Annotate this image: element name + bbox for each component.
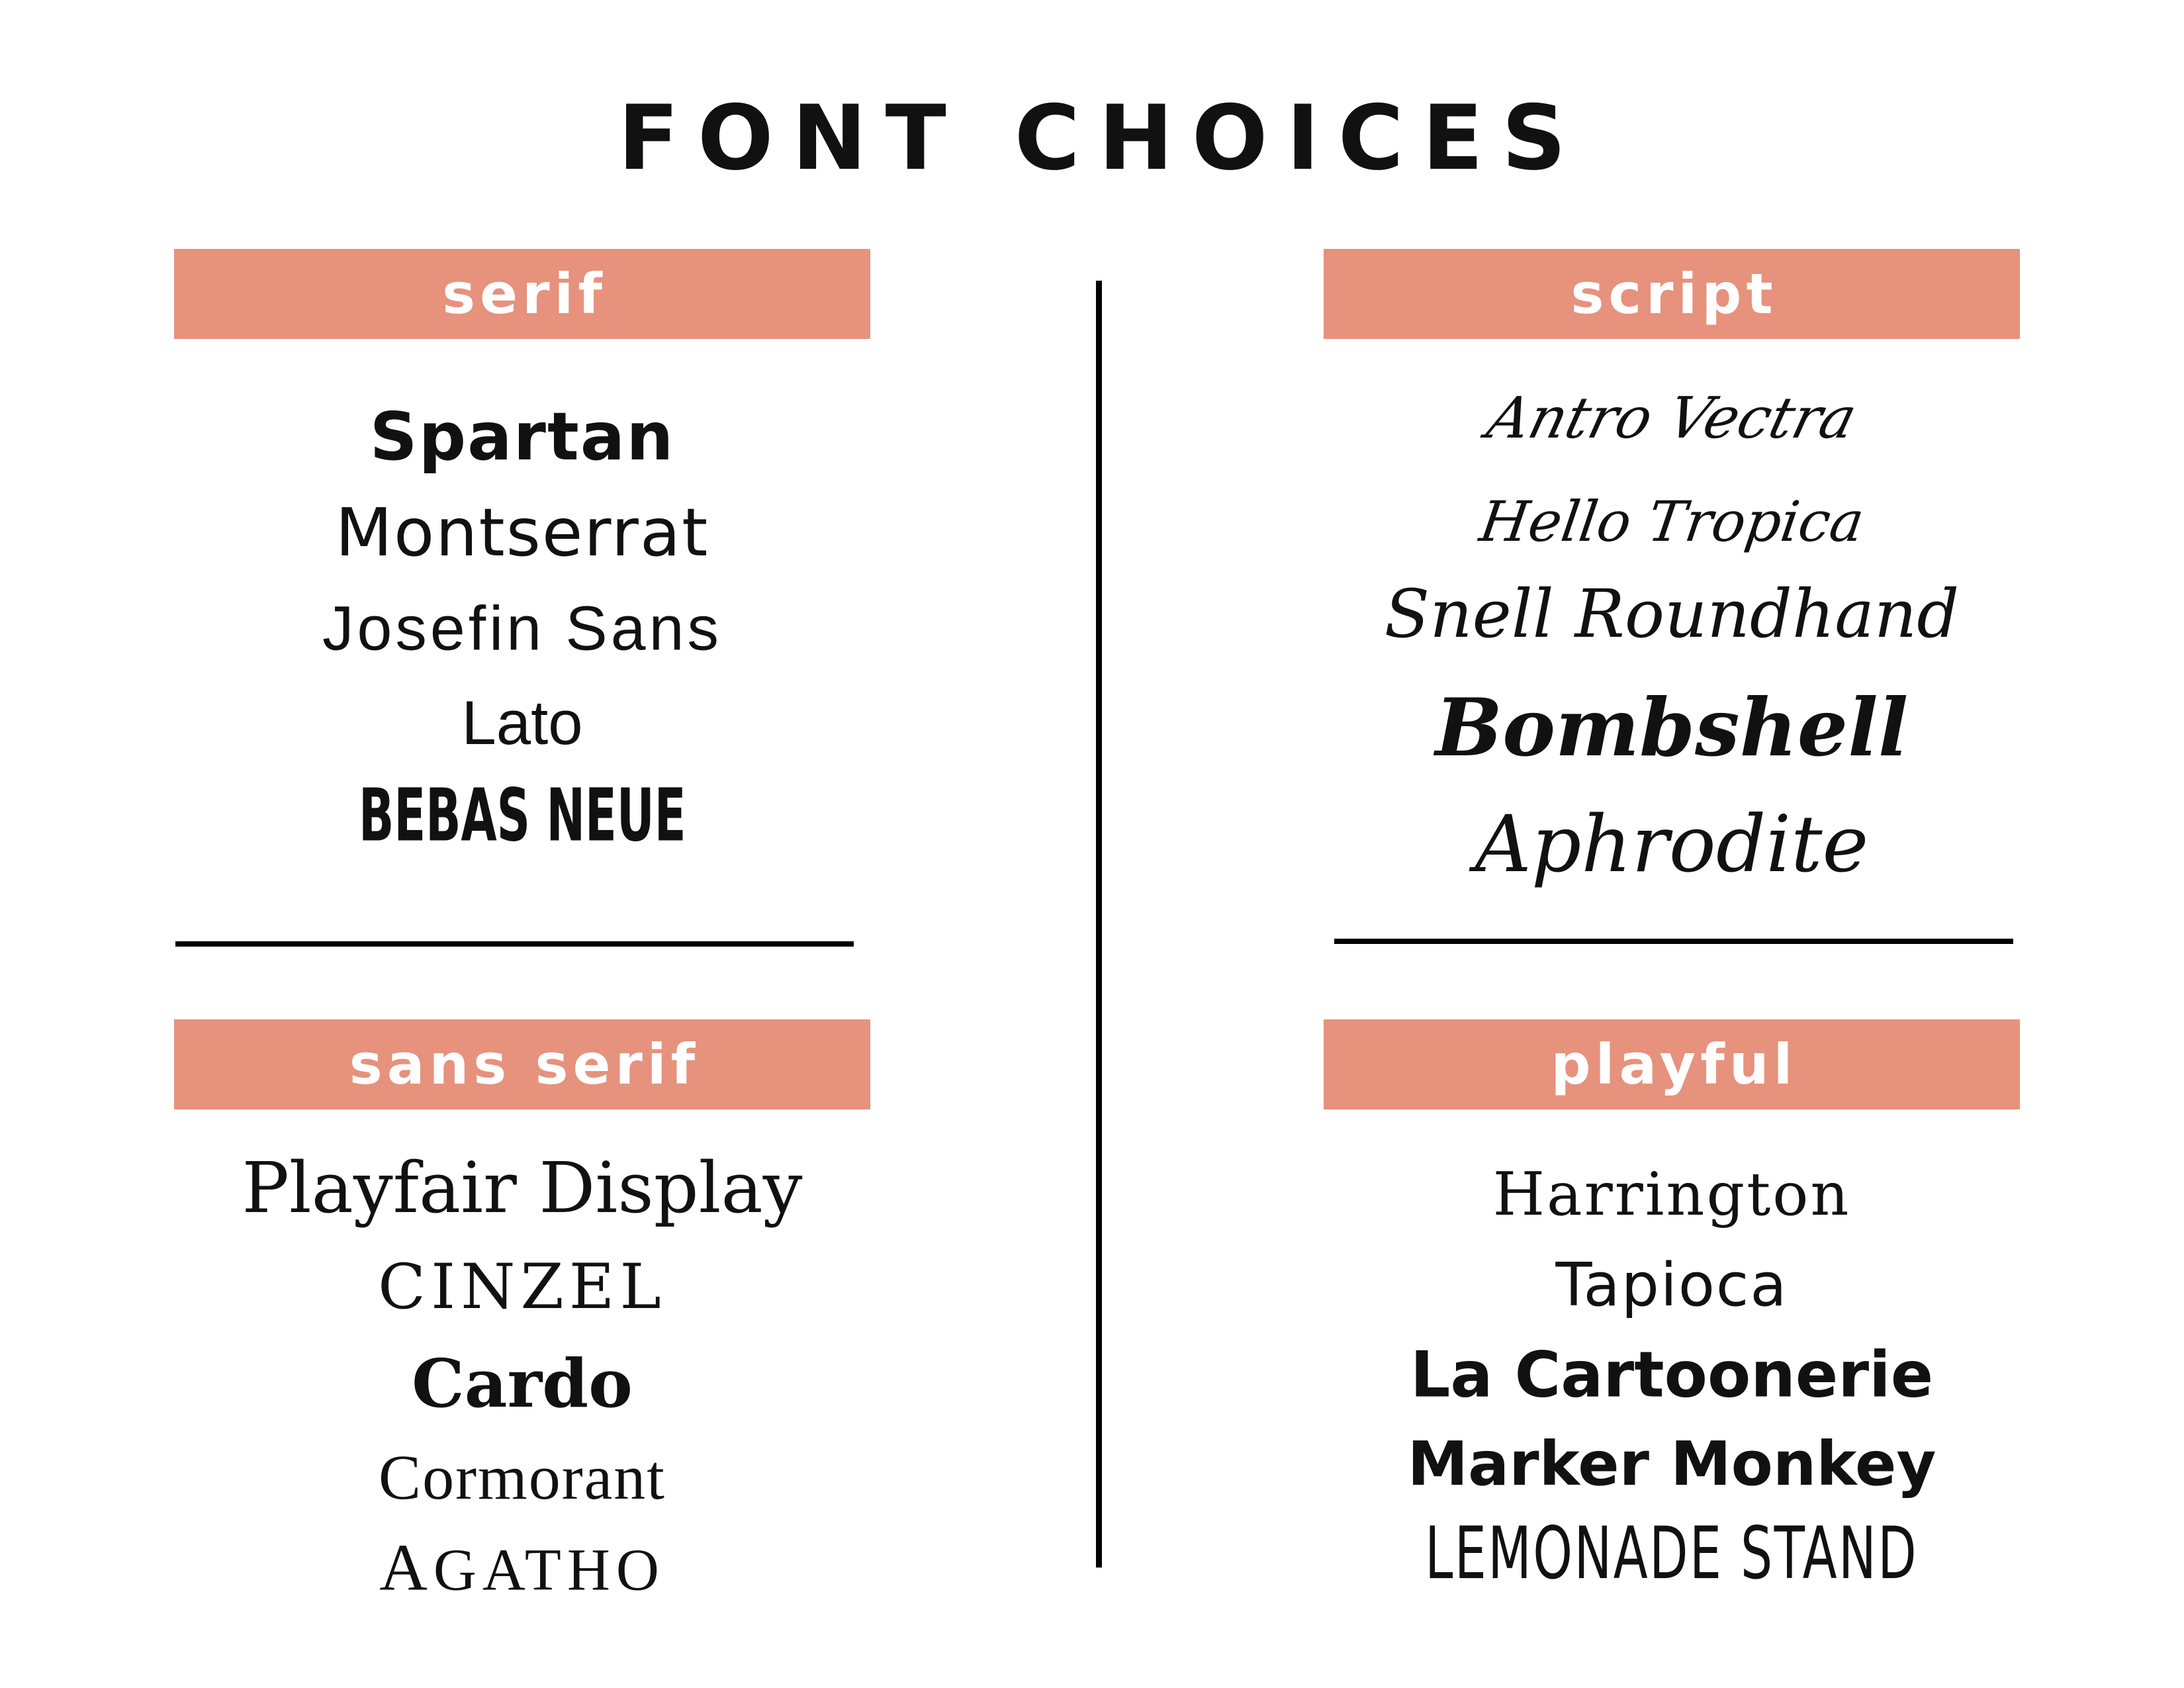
font-sample-hello-tropica: Hello Tropica <box>1475 489 1868 554</box>
serif-header-label: serif <box>442 261 607 326</box>
font-sample-marker-monkey: Marker Monkey <box>1407 1429 1936 1499</box>
font-sample-montserrat: Montserrat <box>335 494 709 571</box>
vertical-divider-line <box>1096 281 1102 1568</box>
font-sample-lato: Lato <box>461 688 583 757</box>
font-sample-cardo: Cardo <box>412 1344 633 1423</box>
font-sample-playfair-display: Playfair Display <box>242 1147 803 1229</box>
script-header-label: script <box>1570 261 1778 326</box>
serif-header <box>174 249 870 339</box>
font-sample-la-cartoonerie: La Cartoonerie <box>1410 1338 1934 1412</box>
page-title: FONT CHOICES <box>617 86 1585 190</box>
font-sample-spartan: Spartan <box>369 398 675 475</box>
font-sample-cinzel: CINZEL <box>378 1251 666 1323</box>
sans-serif-header-label: sans serif <box>349 1032 700 1097</box>
script-section-divider-line <box>1334 939 2013 944</box>
font-sample-bombshell: Bombshell <box>1435 681 1909 774</box>
font-sample-tapioca: Tapioca <box>1555 1250 1788 1320</box>
right-column <box>1324 0 2020 1688</box>
font-sample-antro-vectra: Antro Vectra <box>1480 385 1863 451</box>
font-sample-josefin-sans: Josefin Sans <box>322 593 722 664</box>
left-column <box>174 0 870 1688</box>
font-sample-cormorant: Cormorant <box>379 1442 666 1513</box>
playful-header-label: playful <box>1551 1032 1797 1097</box>
serif-section-divider-line <box>175 941 854 947</box>
font-sample-agatho: AGATHO <box>379 1530 665 1605</box>
font-sample-lemonade-stand: LEMONADE STAND <box>1425 1512 1919 1596</box>
font-sample-harrington: Harrington <box>1492 1160 1851 1229</box>
font-sample-aphrodite: Aphrodite <box>1475 798 1869 890</box>
script-header <box>1324 249 2020 339</box>
playful-header <box>1324 1019 2020 1109</box>
font-sample-bebas-neue: BEBAS NEUE <box>358 773 686 858</box>
font-sample-snell-roundhand: Snell Roundhand <box>1384 575 1960 653</box>
sans-serif-header <box>174 1019 870 1109</box>
